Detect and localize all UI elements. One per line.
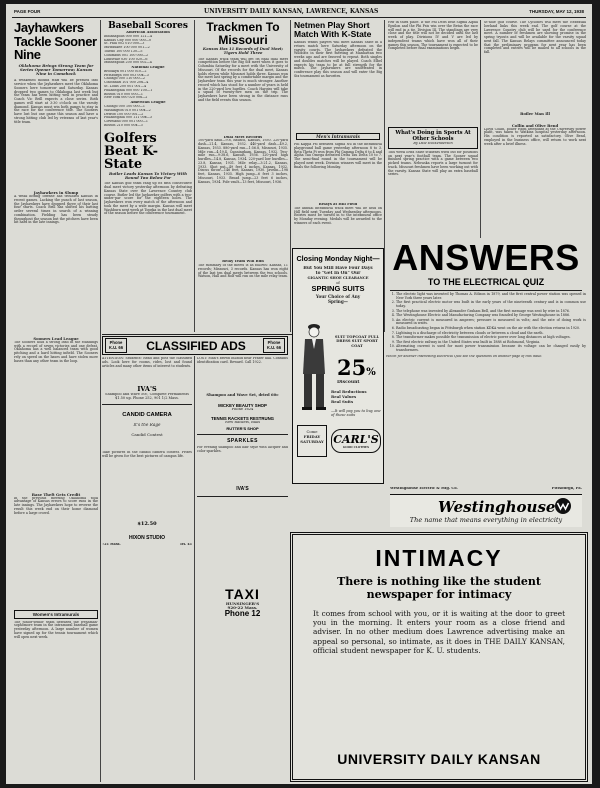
bullet-item: Real Reductions	[331, 389, 367, 394]
article-body: A weak hitting offense has troubled Kansas in recent games. Lacking the punch of last season, the Jayhawkers have dropped three of their last four starts. Coach Brill has shifted his batting order several times in search of a winning combination. Fielding has been steady throughout the season but the pitchers have been hit hard in the late innings.	[14, 195, 98, 225]
ad-text: LOST: Man's brown billfold near Fraser hall. Contains identification card. Reward. Call 1922.	[197, 357, 288, 364]
ad-title: Shampoo and Wave Set, dried 60c	[206, 393, 279, 397]
paper-title: UNIVERSITY DAILY KANSAN, LAWRENCE, KANSAS	[204, 8, 379, 15]
answer-item: 9. The first electric railway in the United States was built in 1888 at Richmond, Virginia.	[396, 341, 586, 345]
answer-item: 7. Lightning is a discharge of electricity between clouds or between a cloud and the earth.	[396, 332, 586, 336]
score-line: Brooklyn 001 000 010—2	[104, 69, 147, 73]
headline-jayhawkers: Jayhawkers Tackle Sooner Nine	[14, 20, 97, 62]
subhead-records: Kansas Has 11 Records of Dual Meet; Tigers Hold Three	[202, 47, 284, 56]
answer-item: 4. The Westinghouse Electric and Manufacturing Company was founded by George Westinghouse in 1886.	[396, 314, 586, 318]
score-line: Minneapolis 200 000 002—4	[104, 61, 152, 65]
article-body: The summary of the meets is as follows: Kansas, 11 records; Missouri, 3 records. Kansas has won eight of the last ten dual meets between the two schools. Watson, Hall and Rolf will run on the mile relay team.	[198, 264, 288, 279]
score-line: Pittsburgh 000 003 00x—3	[104, 73, 149, 77]
league-heading: American League	[130, 101, 166, 105]
subhead-oklahoma: Oklahoma Brings Strong Team for Series Opener Tomorrow; Kansas Nine in Comeback	[18, 63, 94, 77]
score-line: Boston 210 000 00x—3	[104, 123, 143, 127]
ad-title: CANDID CAMERA	[122, 412, 172, 419]
score-line: Detroit 100 000 001—2	[104, 112, 144, 116]
ad-headline: Closing Monday Night—	[296, 254, 380, 263]
section-heading: Sooners Lead League	[33, 337, 79, 341]
answer-item: 5. An electric current is measured in amperes; pressure is measured in volts; and the rate of doing work is measured in watts.	[396, 319, 586, 327]
ad-line: But You Still Have Four Days	[303, 266, 373, 271]
westinghouse-ad	[386, 237, 586, 528]
intramurals-text	[294, 143, 382, 245]
score-line: New York 000 020 00x—2	[104, 96, 148, 100]
ad-line: Your Choice of Any	[315, 293, 361, 299]
discount-percent: 25%	[337, 355, 376, 380]
ad-text: New Rackets, Balls	[224, 420, 261, 424]
scores-list	[104, 105, 192, 128]
scores-list	[104, 35, 192, 65]
article-body: Lloyd Collin, boiler room attendant at the University power plant, was taken to Watkins hospital yesterday afternoon. His condition is reported as satisfactory. Olive Bend, employed in the business office, will return to work next week after a brief illness.	[484, 127, 586, 146]
section-heading: Men's Intramurals	[316, 134, 360, 139]
classified-header	[102, 336, 288, 355]
subhead-butler: Butler Leads Kansas To Victory With Round Two Below Par	[109, 171, 187, 181]
carls-bullets	[331, 389, 383, 404]
ad-address: 920-22 Mass.	[227, 605, 258, 610]
article-body: Phi Kappa Psi defeated Sigma Nu in the intramural playground ball game yesterday afternoon 8 to 3. Beta Theta Pi won from Phi Gamma Delta 6 to 4 and Alpha Tau Omega defeated Delta Tau Delta 10 to 7. The semi-final round in the tournament will be played next week. Division winners will meet in the finals the following Monday.	[294, 143, 382, 169]
ad-shop: MICKEY BEAUTY SHOP	[218, 402, 267, 408]
carls-logo: CARL'S GOOD CLOTHES	[331, 429, 381, 453]
column-divider	[194, 20, 195, 332]
answers-list	[386, 293, 586, 353]
league-heading: National League	[131, 66, 165, 70]
answer-item: 10. Alternating current is used for most power transmission because its voltage can be changed easily by transformers.	[396, 345, 586, 353]
column-divider	[100, 20, 101, 782]
ad-title: IVA'S	[137, 385, 157, 393]
column-news	[484, 21, 586, 233]
column-divider	[480, 20, 481, 238]
score-line: Columbus 001 100 000—2	[104, 53, 149, 57]
answer-item: 3. The telephone was invented by Alexander Graham Bell, and the first message was sent by wire in 1876.	[396, 310, 586, 314]
column-sports-4	[294, 21, 382, 121]
column-sports-2	[104, 21, 192, 331]
article-body: A weakened mound staff will be pressed into service when the Jayhawkers meet the Oklahoma Sooners here tomorrow and Saturday. Kansas dropped two games to Oklahoma last week but the team has been hitting well in practice and Coach Vic Brill expects a close series. Both games will start at 3:30 o'clock on the varsity diamond. Kansas must win both games to stay in the race for the conference title. The Sooners have lost but one game this season and have a strong hitting club led by veterans of last year's title team.	[14, 79, 98, 124]
ad-phone: Tel. 41	[179, 542, 192, 546]
article-body: Kansas tennis players will meet Kansas State in a return match here Saturday afternoon on the varsity courts. The Jayhawkers defeated the Wildcats in their first meeting at Manhattan two weeks ago and are favored to repeat. Both singles and doubles matches will be played. Coach Elbel expects his team to be at full strength for the match. The Jayhawkers are undefeated in conference play this season and will enter the Big Six tournament as favorites.	[294, 41, 382, 78]
newspaper-page	[6, 4, 592, 784]
ad-subtitle: It's the Rage	[133, 423, 161, 428]
score-line: Philadelphia 000 000 100—1	[104, 88, 153, 92]
headline-baseball-scores: Baseball Scores	[108, 21, 188, 31]
score-line: Washington 010 001 00x—2	[104, 108, 151, 112]
ad-shop: HIXON STUDIO	[128, 534, 166, 541]
phone-box-left: Phone K.U. 66	[105, 338, 127, 353]
score-line: St. Paul 002 010 000—3	[104, 42, 145, 46]
answer-item: 8. The transformer makes possible the transmission of electric power over long distances at high voltages.	[396, 336, 586, 340]
ad-line: GIGANTIC SHOE CLEARANCE	[307, 276, 369, 280]
ad-address: 721 Mass.	[102, 542, 121, 546]
section-heading: Collin and Olive Bend	[511, 123, 559, 128]
article-body: row in third place. If the Phi Delts beat Sigma Alpha Epsilon and the Phi Psis win over the Betas the race will end in a tie. Division III. The standings are very close and the title will not be decided until the last week of play. Divisions IV and V are led by independent teams which have won all of their games this season. The tournament is expected to be completed before final examinations begin.	[388, 21, 478, 51]
score-line: Philadelphia 000 111 00x—3	[104, 116, 152, 120]
man-in-suit-illustration	[299, 319, 329, 411]
headline-netmen: Netmen Play Short Match With K-State	[294, 20, 372, 39]
column-divider	[384, 20, 385, 332]
section-heading: Relays at Hill Field	[318, 203, 358, 206]
westinghouse-w-icon	[554, 497, 572, 515]
article-body: In the previous meeting Oklahoma took advantage of Kansas errors to score runs in the late innings. The Jayhawkers hope to reverse the result this week end on their home diamond before a large crowd.	[14, 496, 98, 515]
ad-text: Shampoo and Wave 50c, Complete Permanents $1.50 up. Phone 252, 901 1/2 Mass.	[105, 393, 189, 400]
article-body: The Kansas track team will get its final dual meet competition before the Big Six meet when it goes to Columbia Saturday for a meet with the University of Missouri. Of the records for the dual meet, Kansas holds eleven while Missouri holds three. Kansas won the meet last spring by a comfortable margin and the Jayhawker team this year is much stronger. Another record which has stood for a number of years is held in the 220-yard low hurdles. Coach Hargiss will take a squad of twenty-five men on the trip. The Jayhawkers have been strong in the distance runs and the field events this season.	[198, 57, 288, 102]
ad-phone: Phone 1624	[231, 407, 254, 411]
intimacy-title: INTIMACY	[375, 545, 503, 571]
column-divider	[290, 20, 291, 332]
bullet-item: Real Values	[331, 394, 357, 399]
issue-date: THURSDAY, MAY 12, 1938	[529, 9, 584, 14]
column-sports-3	[198, 21, 288, 331]
come-box: Come FRIDAY SATURDAY	[297, 425, 327, 457]
intramurals-box	[296, 133, 380, 140]
masthead	[14, 8, 584, 17]
headline-golfers: Golfers Beat K-State	[104, 130, 158, 172]
ad-price: $12.50	[137, 520, 157, 527]
brand-name: Westinghouse	[438, 498, 556, 516]
ad-shop: IVA'S	[236, 486, 249, 493]
box-byline: By Dale Hockenderson	[413, 142, 453, 145]
section-heading: Base Theft Gets Credit	[31, 492, 81, 497]
ad-shop: HUNSINGER'S	[225, 601, 260, 606]
answers-footer: Which for another interesting Electrical Quiz see the questions on another page of this issue.	[386, 354, 543, 358]
score-line: Milwaukee 100 000 001—2	[104, 46, 150, 50]
article-body: The Kansas golf team rang up its fifth consecutive dual meet victory yesterday afternoon by defeating Kansas State over the Lawrence Country club course. Butler led the Jayhawker golfers with a two-under-par score for the eighteen holes. The Jayhawkers won every match of the afternoon and took the meet by a wide margin. Kansas will meet Washburn next week at Topeka in the last dual meet of the season before the conference tournament.	[104, 182, 192, 216]
intimacy-ad	[290, 532, 588, 782]
score-line: Boston 010 000 000—1	[104, 92, 143, 96]
league-heading: American Association	[126, 31, 170, 34]
score-line: Chicago 000 100 000—1	[104, 105, 146, 108]
article-body: St-hole golf course. The Cyclones will meet the Nebraska lowland links this week end. The golf course at the Lawrence Country club will be used for the conference meet. A number of freshmen are showing promise in the spring tryouts and will be available for the varsity squad next fall. The Kansas Relays committee announced today that the preliminary program for next year has been completed and entries will be mailed to all schools in the fall.	[484, 21, 586, 54]
section-heading: Dual Meet Records	[223, 135, 263, 139]
bullet-item: Real Suits	[331, 399, 354, 404]
intimacy-footer: UNIVERSITY DAILY KANSAN	[337, 751, 541, 767]
ad-text: For evening shampoo and hair style with lacquer and color sparkles.	[197, 446, 288, 453]
score-line: Kansas City 000 000 000—0	[104, 38, 152, 42]
taxi-title: TAXI	[225, 585, 260, 602]
ad-subtitle: Candid Contest	[131, 433, 163, 437]
intimacy-subtitle: There is nothing like the student newspaper for intimacy	[337, 575, 541, 601]
section-heading: Boiler Man Ill	[520, 112, 550, 116]
answer-item: 2. The first practical electric motor was built in the early years of the nineteenth century and is in common use today.	[396, 301, 586, 309]
suit-list: SUIT TOPCOAT FULL DRESS SUIT SPORT COAT	[334, 335, 380, 348]
other-schools-box	[388, 127, 478, 149]
company-name: Westinghouse Electric & Mfg. Co.	[390, 487, 458, 490]
taxi-phone: Phone 12	[224, 609, 261, 619]
ad-line: Spring—	[328, 298, 348, 304]
ad-line: of	[336, 280, 340, 285]
headline-trackmen: Trackmen To Missouri	[206, 20, 280, 47]
score-line: Indianapolis 000 000 121—4	[104, 34, 152, 38]
records-list: 100-yard dash—9.8, Bausch, Kansas, 1930. 220-yard dash—21.4, Kansas, 1932. 440-yard dash—49.2, Kansas, 1933. 880-yard run—1:56.8, Missouri, 1935. Mile run—4:19.4, Cunningham, Kansas, 1932. Two-mile run—9:38.6, Kansas, 1936. 120-yard high hurdles—14.8, Kansas, 1934. 220-yard low hurdles—23.8, Kansas, 1931. Mile relay—3:21.2, Kansas, 1933. Shot put—49 feet 4 inches, Kansas, 1932. Discus throw—146 feet, Kansas, 1930. Javelin—198 feet, Kansas, 1935. High jump—6 feet 3 inches, Missouri, 1933. Broad jump—23 feet 6 inches, Kansas, 1934. Pole vault—13 feet, Missouri, 1936.	[198, 139, 288, 184]
article-body: The Sooners hold a strong lead in the standings with a record of seven victories and one defeat. Oklahoma has a well balanced team with good pitching and a hard hitting infield. The Sooners rely on speed on the bases and have stolen more bases than any other team in the loop.	[14, 340, 98, 363]
score-line: Toledo 100 000 130—5	[104, 49, 143, 53]
answers-subtitle: TO THE ELECTRICAL QUIZ	[427, 277, 545, 287]
carls-ad	[292, 248, 384, 484]
classified-col-right	[197, 357, 288, 780]
masthead-rule	[12, 17, 586, 18]
page-number: PAGE FOUR	[14, 9, 41, 14]
answer-item: 1. The electric light was invented by Thomas A. Edison in 1879, and the first central power station was opened in New York three years later.	[396, 293, 586, 301]
westinghouse-logo-band	[390, 494, 582, 527]
answers-title: ANSWERS	[392, 237, 580, 278]
ad-text: Take pictures in the candid camera contest. Prizes will be given for the best pictures of campus life.	[102, 450, 192, 458]
column-sports-1	[14, 21, 98, 781]
company-city: Pittsburgh, Pa.	[551, 487, 582, 490]
ad-note: —It will pay you to buy one of these suits	[331, 409, 381, 418]
brand-tagline: The name that means everything in electricity	[409, 516, 563, 524]
article-body: The junior-senior team defeated the freshman-sophomore team in the intramural baseball game yesterday afternoon. A large number of women have signed up for the tennis tournament which will open next week.	[14, 620, 98, 639]
notice-heading: Women's Intramurals	[14, 610, 98, 619]
ad-shop: RUTTER'S SHOP	[226, 426, 259, 432]
classified-section	[102, 336, 288, 782]
ad-title: SPARKLES	[227, 438, 258, 445]
discount-label: Discount	[337, 380, 360, 385]
score-line: Louisville 030 100 020—6	[104, 57, 148, 61]
article-body: The annual intramural track meet will be held on Hill field next Tuesday and Wednesday afternoons. Entries must be turned in to the intramural office by Monday evening. Medals will be awarded to the winners of each event.	[294, 206, 382, 225]
answer-item: 6. Radio broadcasting began in Pittsburgh when station KDKA went on the air with the election returns in 1920.	[396, 327, 586, 331]
section-heading: Jayhawkers in Slump	[33, 191, 79, 196]
score-line: Cleveland 000 001 000—1	[104, 120, 149, 124]
box-title: What's Doing in Sports At Other Schools	[395, 130, 471, 142]
section-heading: Relay Team Will Run	[222, 260, 264, 264]
ad-line: to "Get In On" Our	[315, 271, 361, 276]
classified-col-left	[102, 357, 192, 780]
classified-title: CLASSIFIED ADS	[146, 339, 246, 353]
ad-line-bold: SPRING SUITS	[311, 284, 365, 293]
phone-box-right: Phone K.U. 66	[263, 338, 285, 353]
score-line: St. Louis 200 001 001—4	[104, 85, 147, 89]
ad-title: TENNIS RACKETS RESTRUNG	[210, 415, 275, 421]
scores-list	[104, 70, 192, 100]
score-line: Chicago 000 110 000—2	[104, 77, 146, 81]
article-body: This week Iowa State students tried out for positions on next year's football team. The Sooner squad finished spring practice with a game between two picked teams. Nebraska reports a large turnout for track. Missouri freshmen have been working out with the varsity. Kansas State will play an extra baseball series.	[388, 150, 478, 177]
classified-intro: ATTENTION: Students! Read and post the classified ads. Look here for rooms, rides, lost and found articles and many other items of interest to students.	[102, 357, 192, 368]
intimacy-body: It comes from school with you, or it is waiting at the door to greet you in the morning. It enters your room as a close friend and adviser. In no other medium does Lawrence advertising make an appeal so personal, so intimate, as it does in THE DAILY KANSAN, official student newspaper for K. U. students.	[313, 609, 565, 655]
score-line: Cincinnati 101 000 20x—4	[104, 81, 149, 85]
